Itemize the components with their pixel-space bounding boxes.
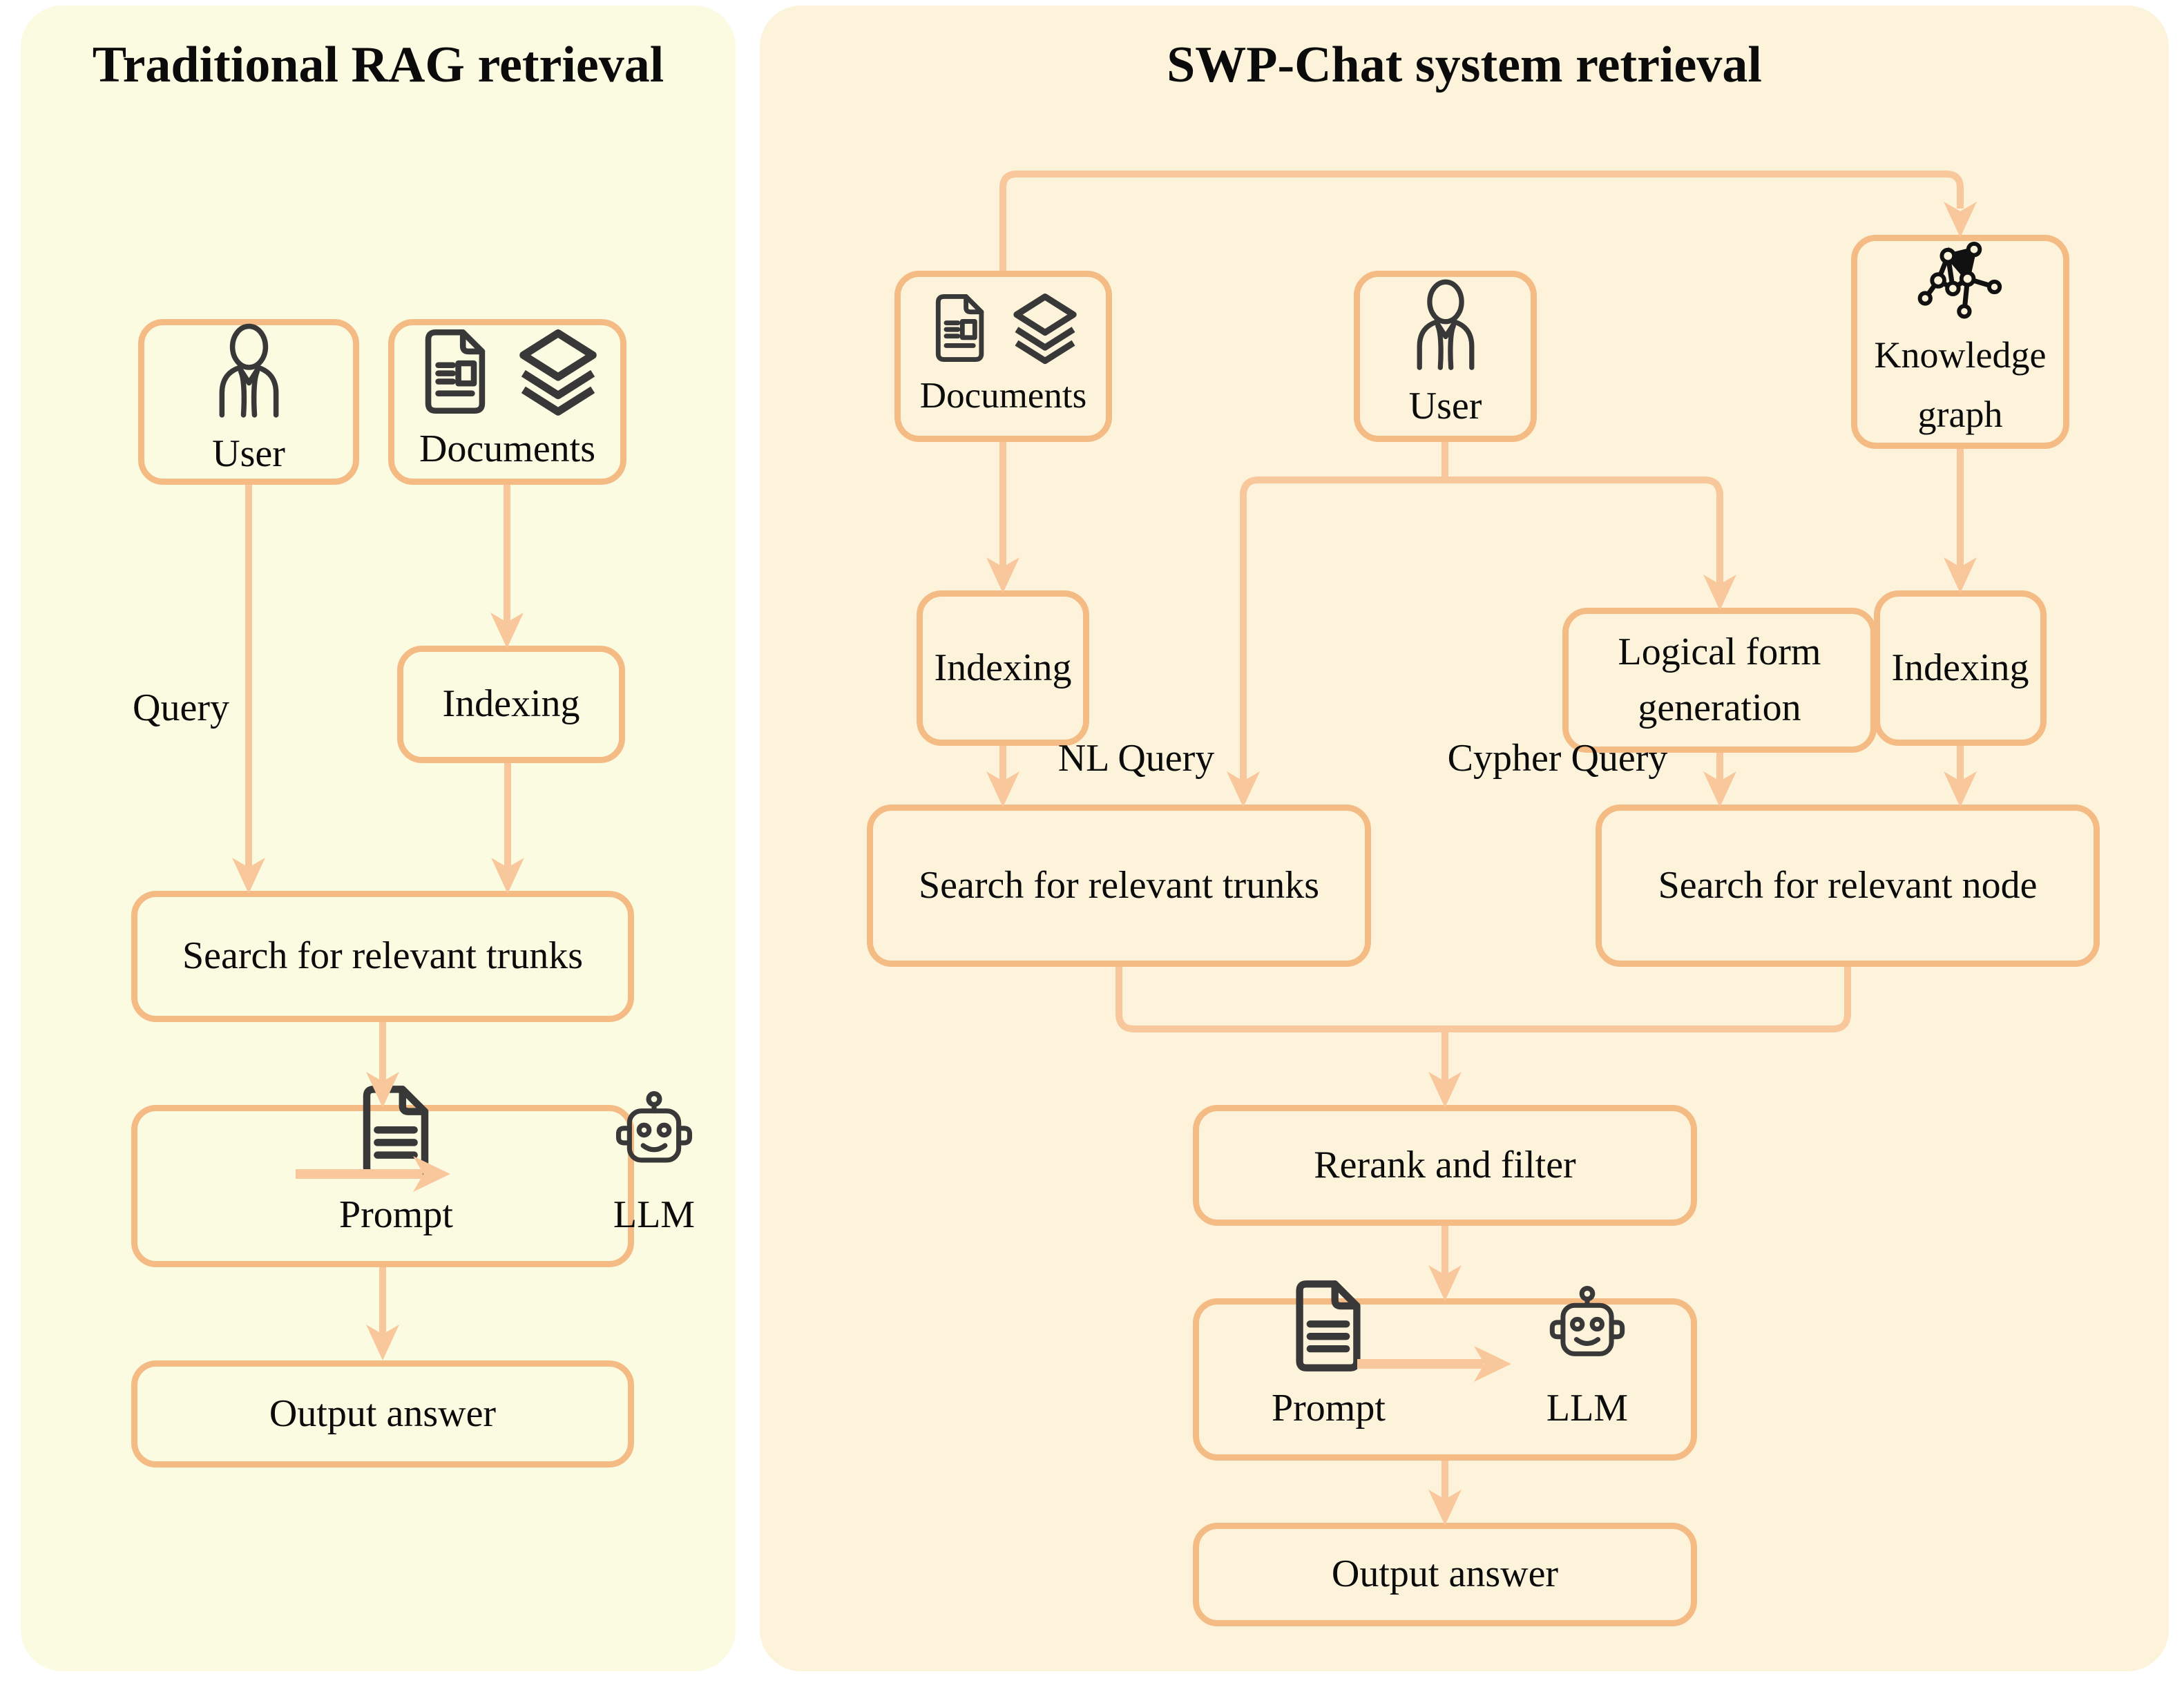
right-documents-label: Documents bbox=[919, 375, 1087, 416]
layers-icon bbox=[1005, 291, 1085, 365]
right-output-label: Output answer bbox=[1331, 1552, 1559, 1596]
robot-icon bbox=[1542, 1284, 1632, 1374]
right-indexing-kg-label: Indexing bbox=[1891, 646, 2029, 689]
knowledge-graph-icon bbox=[1905, 240, 2015, 321]
right-prompt-label: Prompt bbox=[1272, 1386, 1386, 1430]
left-documents-label: Documents bbox=[419, 427, 596, 471]
right-panel-title: SWP-Chat system retrieval bbox=[1167, 37, 1762, 93]
left-panel-title: Traditional RAG retrieval bbox=[92, 37, 664, 93]
prompt-document-icon bbox=[1281, 1278, 1376, 1374]
right-user-node bbox=[1354, 271, 1537, 442]
robot-icon bbox=[609, 1089, 700, 1180]
document-icon bbox=[408, 326, 499, 417]
rerank-filter-node bbox=[1193, 1105, 1697, 1226]
left-user-label: User bbox=[212, 432, 285, 475]
left-output-node bbox=[131, 1360, 634, 1467]
person-icon bbox=[199, 322, 299, 422]
logical-form-node bbox=[1562, 608, 1877, 753]
edge-label-nl-query: NL Query bbox=[1057, 737, 1215, 780]
right-search-trunks-node bbox=[867, 805, 1371, 967]
prompt-document-icon bbox=[347, 1084, 444, 1180]
knowledge-graph-label: Knowledge graph bbox=[1874, 334, 2047, 435]
right-documents-node bbox=[894, 271, 1112, 442]
right-search-node-label: Search for relevant node bbox=[1658, 863, 2038, 907]
rerank-filter-label: Rerank and filter bbox=[1314, 1143, 1576, 1186]
logical-form-label: Logical form generation bbox=[1618, 630, 1821, 729]
edge-label-query: Query bbox=[133, 686, 229, 729]
left-prompt-llm-node bbox=[131, 1105, 696, 1267]
left-indexing-label: Indexing bbox=[442, 682, 580, 726]
right-prompt-llm-node bbox=[1193, 1298, 1697, 1461]
right-search-node-node bbox=[1596, 805, 2100, 967]
left-documents-node bbox=[388, 319, 626, 485]
left-indexing-node bbox=[397, 646, 625, 763]
right-indexing-kg-node bbox=[1874, 590, 2047, 746]
left-user-node bbox=[138, 319, 359, 485]
right-llm-label: LLM bbox=[1546, 1386, 1629, 1430]
left-llm-label: LLM bbox=[613, 1193, 696, 1236]
person-icon bbox=[1397, 278, 1494, 374]
right-output-node bbox=[1193, 1523, 1697, 1626]
right-indexing-docs-label: Indexing bbox=[934, 646, 1072, 689]
right-user-label: User bbox=[1408, 385, 1482, 428]
left-prompt-label: Prompt bbox=[339, 1193, 453, 1236]
right-indexing-docs-node bbox=[917, 590, 1089, 746]
document-icon bbox=[922, 291, 995, 365]
edge-label-cypher-query: Cypher Query bbox=[1447, 737, 1668, 780]
left-search-trunks-node bbox=[131, 891, 634, 1022]
left-output-label: Output answer bbox=[269, 1392, 497, 1435]
knowledge-graph-node bbox=[1851, 235, 2069, 449]
left-search-trunks-label: Search for relevant trunks bbox=[182, 934, 583, 978]
layers-icon bbox=[509, 326, 607, 417]
right-search-trunks-label: Search for relevant trunks bbox=[919, 863, 1319, 907]
